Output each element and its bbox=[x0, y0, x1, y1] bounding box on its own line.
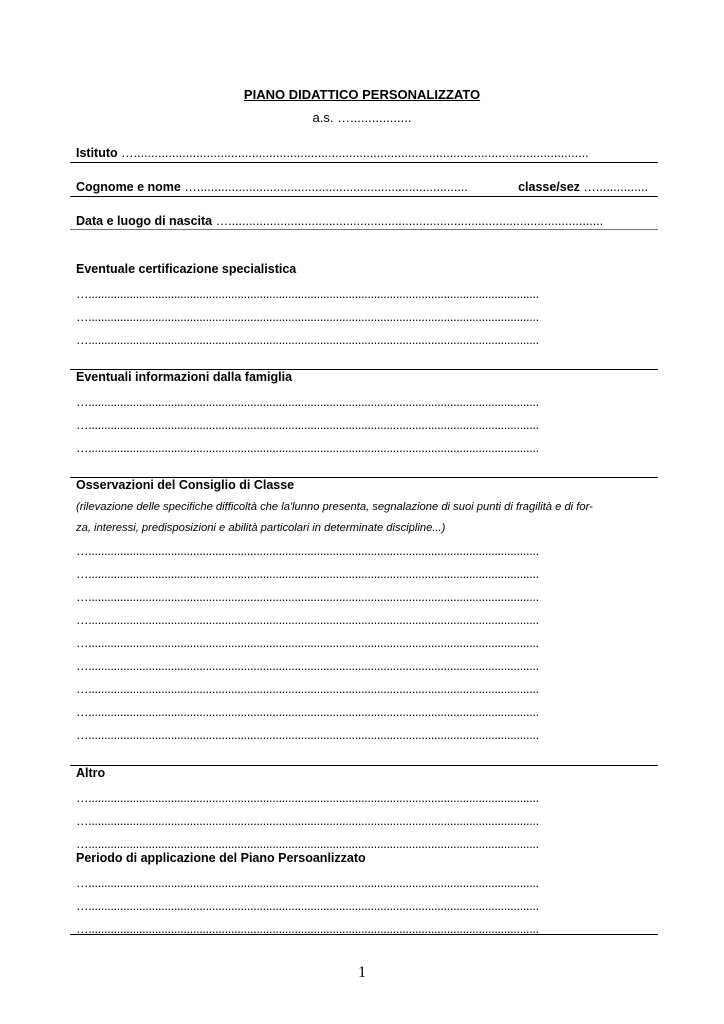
rule-istituto bbox=[70, 162, 658, 163]
cognome-label: Cognome e nome bbox=[76, 180, 181, 194]
data-nascita-field[interactable] bbox=[76, 214, 648, 228]
cognome-field[interactable] bbox=[76, 180, 648, 194]
rule-cognome bbox=[70, 196, 658, 197]
dotted-line[interactable]: ….............................................................................................................................................. bbox=[76, 590, 539, 604]
dotted-line[interactable]: ….............................................................................................................................................. bbox=[76, 814, 539, 828]
dotted-line[interactable]: ….............................................................................................................................................. bbox=[76, 418, 539, 432]
dotted-line[interactable]: ….............................................................................................................................................. bbox=[76, 395, 539, 409]
classe-label: classe/sez bbox=[518, 180, 580, 194]
dotted-line[interactable]: ….............................................................................................................................................. bbox=[76, 728, 539, 742]
section-heading-periodo: Periodo di applicazione del Piano Persoanlizzato bbox=[76, 851, 366, 865]
section-heading-famiglia: Eventuali informazioni dalla famiglia bbox=[76, 370, 293, 384]
rule-data bbox=[70, 229, 658, 230]
data-nascita-label: Data e luogo di nascita bbox=[76, 214, 213, 228]
dotted-line[interactable]: ….............................................................................................................................................. bbox=[76, 613, 539, 627]
classe-field[interactable] bbox=[518, 180, 648, 194]
dotted-line[interactable]: ….............................................................................................................................................. bbox=[76, 791, 539, 805]
istituto-label: Istituto bbox=[76, 146, 118, 160]
dotted-line[interactable]: ….............................................................................................................................................. bbox=[76, 544, 539, 558]
dotted-line[interactable]: ….............................................................................................................................................. bbox=[76, 876, 539, 890]
dotted-line[interactable]: ….............................................................................................................................................. bbox=[76, 659, 539, 673]
dotted-line[interactable]: ….............................................................................................................................................. bbox=[76, 636, 539, 650]
istituto-field[interactable] bbox=[76, 146, 648, 160]
istituto-dots: …................................................................................................................................... bbox=[121, 146, 589, 160]
dotted-line[interactable]: ….............................................................................................................................................. bbox=[76, 441, 539, 455]
dotted-line[interactable]: ….............................................................................................................................................. bbox=[76, 705, 539, 719]
dotted-line[interactable]: ….............................................................................................................................................. bbox=[76, 837, 539, 851]
dotted-line[interactable]: ….............................................................................................................................................. bbox=[76, 922, 539, 936]
cognome-dots: ….............................................................................. bbox=[184, 180, 468, 194]
school-year: a.s. …................. bbox=[312, 110, 412, 125]
rule-bottom bbox=[70, 934, 658, 935]
section-heading-altro: Altro bbox=[76, 766, 106, 780]
classe-dots: …............... bbox=[583, 180, 648, 194]
consiglio-note-line-1: (rilevazione delle specifiche difficoltà che la'lunno presenta, segnalazione di suoi punti di fragilità e di for- bbox=[76, 501, 593, 513]
dotted-line[interactable]: ….............................................................................................................................................. bbox=[76, 287, 539, 301]
page-number: 1 bbox=[358, 964, 366, 981]
dotted-line[interactable]: ….............................................................................................................................................. bbox=[76, 310, 539, 324]
dotted-line[interactable]: ….............................................................................................................................................. bbox=[76, 567, 539, 581]
consiglio-note-line-2: za, interessi, predisposizioni e abilità particolari in determinate discipline...) bbox=[76, 522, 446, 534]
section-heading-consiglio: Osservazioni del Consiglio di Classe bbox=[76, 478, 295, 492]
dotted-line[interactable]: ….............................................................................................................................................. bbox=[76, 333, 539, 347]
dotted-line[interactable]: ….............................................................................................................................................. bbox=[76, 682, 539, 696]
dotted-line[interactable]: ….............................................................................................................................................. bbox=[76, 899, 539, 913]
data-nascita-dots: …............................................................................................................ bbox=[215, 214, 604, 228]
document-title: PIANO DIDATTICO PERSONALIZZATO bbox=[243, 87, 481, 102]
section-heading-certificazione: Eventuale certificazione specialistica bbox=[76, 262, 297, 276]
